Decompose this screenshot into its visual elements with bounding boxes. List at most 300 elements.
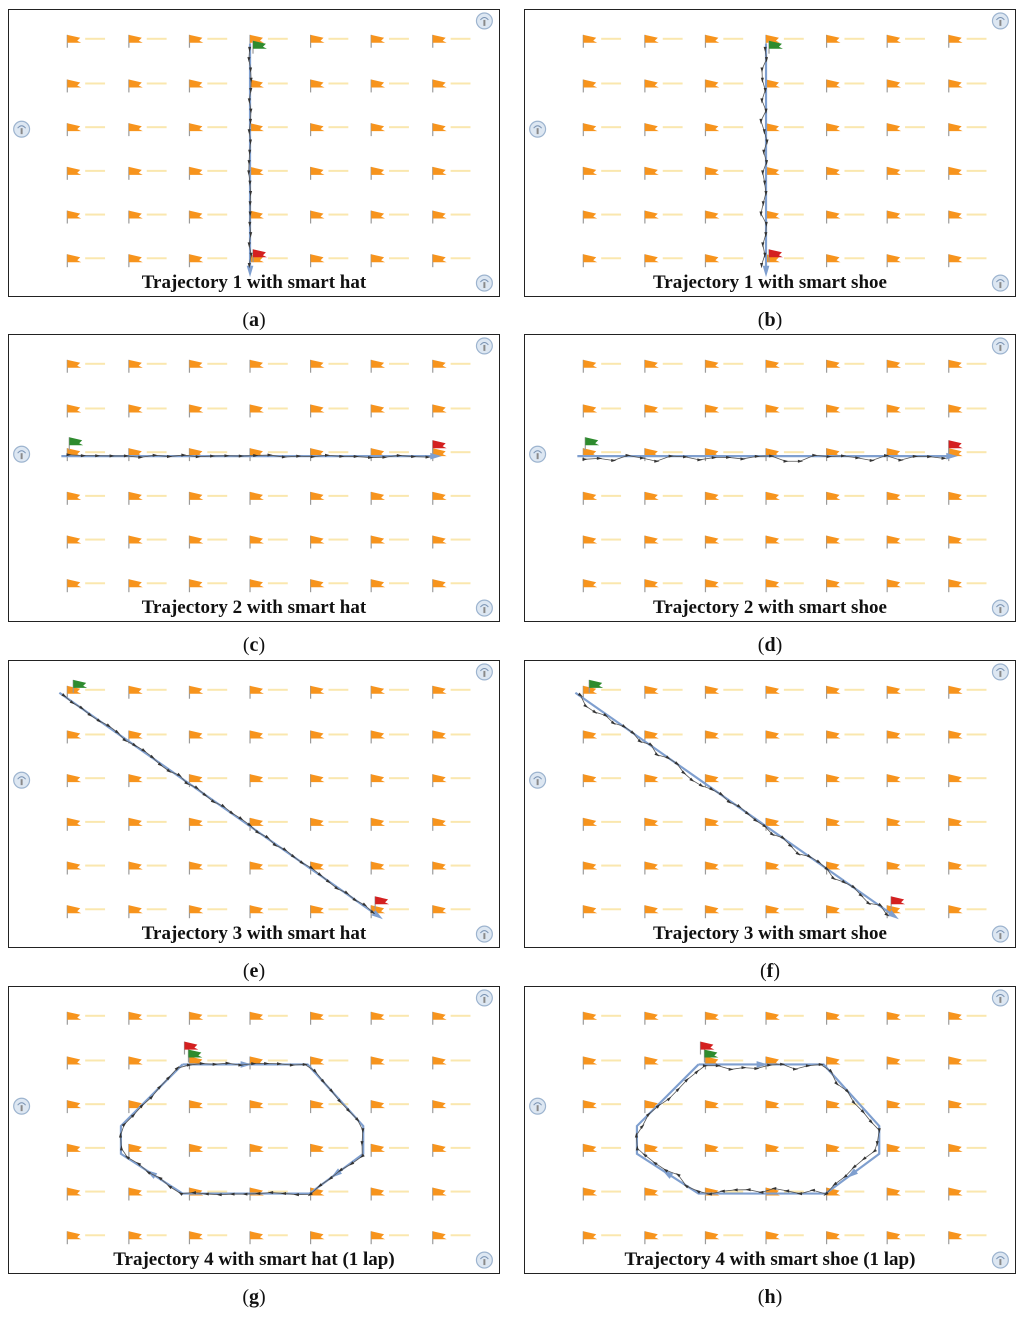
flag-icon	[311, 818, 325, 831]
grid-flag-label-mark	[844, 363, 864, 365]
grid-flag-label-mark	[967, 1015, 987, 1017]
grid-flag-label-mark	[207, 1015, 227, 1017]
grid-flag-label-mark	[451, 82, 471, 84]
grid-flag-label-mark	[723, 1059, 743, 1061]
flag-icon	[887, 123, 901, 136]
beacon-icon	[530, 1098, 546, 1114]
flag-icon	[433, 818, 447, 831]
flag-icon	[583, 123, 597, 136]
flag-icon	[67, 167, 81, 180]
estimated-point-marker	[729, 1068, 734, 1071]
flag-icon	[887, 818, 901, 831]
grid-flag-label-mark	[601, 908, 621, 910]
grid-flag-label-mark	[723, 821, 743, 823]
grid-flag-label-mark	[389, 1147, 409, 1149]
grid-flag-label-mark	[844, 1059, 864, 1061]
grid-flag-label-mark	[85, 733, 105, 735]
beacon-icon	[476, 664, 492, 680]
grid-flag-label-mark	[663, 214, 683, 216]
flag-icon	[705, 492, 719, 505]
start-flag-icon	[69, 437, 83, 450]
grid-flag-label-mark	[85, 1059, 105, 1061]
flag-icon	[250, 862, 264, 875]
flag-icon	[949, 536, 963, 549]
caption-c: Trajectory 2 with smart hat	[141, 597, 367, 618]
flag-icon	[949, 1012, 963, 1025]
flag-icon	[949, 686, 963, 699]
grid-flag-label-mark	[328, 495, 348, 497]
flag-icon	[766, 1057, 780, 1070]
flag-icon	[766, 492, 780, 505]
grid-flag-label-mark	[601, 257, 621, 259]
grid-flag-label-mark	[328, 82, 348, 84]
grid-flag-label-mark	[328, 865, 348, 867]
beacon-icon	[530, 446, 546, 462]
caption-g: Trajectory 4 with smart hat (1 lap)	[113, 1249, 395, 1270]
grid-flag-label-mark	[723, 582, 743, 584]
grid-flag-label-mark	[784, 689, 804, 691]
panel-e	[8, 660, 500, 948]
flag-icon	[189, 80, 203, 93]
grid-flag-label-mark	[328, 451, 348, 453]
grid-flag-label-mark	[268, 170, 288, 172]
flag-icon	[371, 731, 385, 744]
flag-icon	[887, 731, 901, 744]
flag-icon	[371, 211, 385, 224]
flag-icon	[67, 1100, 81, 1113]
flag-icon	[250, 731, 264, 744]
flag-icon	[645, 167, 659, 180]
grid-flag-label-mark	[663, 82, 683, 84]
grid-flag-label-mark	[389, 1103, 409, 1105]
grid-flag-label-mark	[85, 257, 105, 259]
flag-icon	[949, 905, 963, 918]
flag-icon	[129, 1144, 143, 1157]
flag-icon	[705, 862, 719, 875]
flag-icon	[371, 1057, 385, 1070]
flag-icon	[949, 1057, 963, 1070]
grid-flag-label-mark	[601, 1191, 621, 1193]
flag-icon	[433, 1188, 447, 1201]
grid-flag-label-mark	[85, 1103, 105, 1105]
flag-icon	[433, 862, 447, 875]
start-flag-icon	[585, 437, 599, 450]
grid-flag-label-mark	[389, 82, 409, 84]
beacon-icon	[530, 121, 546, 137]
flag-icon	[705, 1231, 719, 1244]
grid-flag-label-mark	[784, 495, 804, 497]
flag-icon	[129, 905, 143, 918]
flag-icon	[827, 492, 841, 505]
flag-icon	[371, 1144, 385, 1157]
flag-icon	[645, 905, 659, 918]
grid-flag-label-mark	[844, 495, 864, 497]
flag-icon	[827, 905, 841, 918]
flag-icon	[129, 35, 143, 48]
beacon-icon	[530, 772, 546, 788]
grid-flag-label-mark	[147, 1147, 167, 1149]
flag-icon	[129, 448, 143, 461]
flag-icon	[129, 1057, 143, 1070]
flag-icon	[433, 211, 447, 224]
grid-flag-label-mark	[784, 451, 804, 453]
flag-icon	[705, 254, 719, 267]
flag-icon	[705, 167, 719, 180]
grid-flag-label-mark	[844, 689, 864, 691]
grid-flag-label-mark	[905, 1191, 925, 1193]
grid-flag-label-mark	[147, 363, 167, 365]
flag-icon	[705, 818, 719, 831]
flag-icon	[433, 1144, 447, 1157]
estimated-point-marker	[745, 1188, 750, 1191]
flag-icon	[766, 167, 780, 180]
estimated-point-marker	[872, 1149, 877, 1153]
flag-icon	[67, 254, 81, 267]
flag-icon	[189, 905, 203, 918]
caption-a: Trajectory 1 with smart hat	[141, 272, 367, 293]
estimated-point-marker	[582, 458, 587, 461]
flag-icon	[827, 774, 841, 787]
beacon-icon	[14, 1098, 30, 1114]
flag-icon	[189, 360, 203, 373]
grid-flag-label-mark	[451, 689, 471, 691]
grid-flag-label-mark	[147, 1191, 167, 1193]
grid-flag-label-mark	[723, 257, 743, 259]
flag-icon	[311, 536, 325, 549]
flag-icon	[129, 80, 143, 93]
grid-flag-label-mark	[147, 257, 167, 259]
grid-flag-label-mark	[451, 407, 471, 409]
flag-icon	[371, 686, 385, 699]
flag-icon	[129, 862, 143, 875]
grid-flag-label-mark	[905, 1147, 925, 1149]
estimated-path	[121, 1063, 363, 1195]
grid-flag-label-mark	[389, 257, 409, 259]
trajectory-plot-d	[525, 335, 1015, 621]
grid-flag-label-mark	[389, 170, 409, 172]
flag-icon	[189, 405, 203, 418]
grid-flag-label-mark	[268, 1059, 288, 1061]
grid-flag-label-mark	[85, 82, 105, 84]
caption-e: Trajectory 3 with smart hat	[141, 923, 367, 944]
flag-icon	[645, 211, 659, 224]
grid-flag-label-mark	[328, 908, 348, 910]
flag-icon	[827, 448, 841, 461]
grid-flag-label-mark	[268, 908, 288, 910]
flag-icon	[645, 579, 659, 592]
grid-flag-label-mark	[723, 451, 743, 453]
flag-icon	[311, 80, 325, 93]
grid-flag-label-mark	[328, 1015, 348, 1017]
flag-icon	[827, 1012, 841, 1025]
grid-flag-label-mark	[207, 908, 227, 910]
grid-flag-label-mark	[389, 495, 409, 497]
flag-icon	[433, 536, 447, 549]
flag-icon	[189, 579, 203, 592]
grid-flag-label-mark	[905, 733, 925, 735]
grid-flag-label-mark	[451, 582, 471, 584]
flag-icon	[67, 405, 81, 418]
flag-icon	[189, 536, 203, 549]
flag-icon	[645, 1188, 659, 1201]
grid-flag-label-mark	[723, 1103, 743, 1105]
flag-icon	[250, 1100, 264, 1113]
flag-icon	[766, 862, 780, 875]
flag-icon	[311, 1188, 325, 1201]
flag-icon	[250, 167, 264, 180]
grid-flag-label-mark	[207, 821, 227, 823]
flag-icon	[949, 579, 963, 592]
flag-icon	[67, 1057, 81, 1070]
grid-flag-label-mark	[601, 1015, 621, 1017]
grid-flag-label-mark	[905, 363, 925, 365]
grid-flag-label-mark	[967, 82, 987, 84]
grid-flag-label-mark	[389, 407, 409, 409]
grid-flag-label-mark	[268, 1103, 288, 1105]
flag-icon	[645, 254, 659, 267]
estimated-point-marker	[597, 457, 602, 460]
grid-flag-label-mark	[268, 821, 288, 823]
grid-flag-label-mark	[85, 1234, 105, 1236]
flag-icon	[887, 1100, 901, 1113]
grid-flag-label-mark	[663, 1191, 683, 1193]
grid-flag-label-mark	[147, 582, 167, 584]
grid-flag-label-mark	[147, 170, 167, 172]
grid-flag-label-mark	[663, 1234, 683, 1236]
grid-flag-label-mark	[905, 495, 925, 497]
flag-icon	[311, 1012, 325, 1025]
beacon-icon	[992, 990, 1008, 1006]
flag-icon	[433, 1100, 447, 1113]
flag-icon	[887, 405, 901, 418]
flag-icon	[766, 1100, 780, 1113]
flag-icon	[250, 211, 264, 224]
trajectory-plot-f	[525, 661, 1015, 947]
grid-flag-label-mark	[451, 126, 471, 128]
flag-icon	[250, 579, 264, 592]
grid-flag-label-mark	[207, 38, 227, 40]
flag-icon	[67, 536, 81, 549]
flag-icon	[705, 448, 719, 461]
grid-flag-label-mark	[967, 821, 987, 823]
grid-flag-label-mark	[451, 451, 471, 453]
grid-flag-label-mark	[784, 582, 804, 584]
flag-icon	[583, 492, 597, 505]
flag-icon	[129, 1188, 143, 1201]
grid-flag-label-mark	[601, 407, 621, 409]
grid-flag-label-mark	[268, 733, 288, 735]
flag-icon	[766, 448, 780, 461]
grid-flag-label-mark	[207, 582, 227, 584]
grid-flag-label-mark	[451, 1015, 471, 1017]
grid-flag-label-mark	[389, 1234, 409, 1236]
grid-flag-label-mark	[844, 1234, 864, 1236]
flag-icon	[583, 579, 597, 592]
flag-icon	[766, 579, 780, 592]
grid-flag-label-mark	[905, 82, 925, 84]
grid-flag-label-mark	[844, 257, 864, 259]
grid-flag-label-mark	[207, 1191, 227, 1193]
grid-flag-label-mark	[85, 363, 105, 365]
estimated-point-marker	[740, 457, 745, 460]
flag-icon	[705, 123, 719, 136]
grid-flag-label-mark	[967, 582, 987, 584]
grid-flag-label-mark	[389, 126, 409, 128]
estimated-point-marker	[831, 876, 836, 880]
grid-flag-label-mark	[663, 1059, 683, 1061]
flag-icon	[827, 35, 841, 48]
grid-flag-label-mark	[268, 689, 288, 691]
flag-icon	[645, 360, 659, 373]
grid-flag-label-mark	[268, 1147, 288, 1149]
grid-flag-label-mark	[85, 407, 105, 409]
beacon-icon	[14, 121, 30, 137]
grid-flag-label-mark	[451, 733, 471, 735]
flag-icon	[129, 360, 143, 373]
flag-icon	[583, 818, 597, 831]
flag-icon	[433, 1012, 447, 1025]
flag-icon	[827, 123, 841, 136]
grid-flag-label-mark	[85, 170, 105, 172]
grid-flag-label-mark	[85, 821, 105, 823]
label-b: (b)	[757, 309, 783, 331]
grid-flag-label-mark	[451, 1103, 471, 1105]
grid-flag-label-mark	[723, 777, 743, 779]
estimated-point-marker	[720, 1190, 725, 1193]
grid-flag-label-mark	[207, 363, 227, 365]
flag-icon	[827, 1057, 841, 1070]
grid-flag-label-mark	[663, 539, 683, 541]
flag-icon	[371, 1231, 385, 1244]
grid-flag-label-mark	[147, 689, 167, 691]
grid-flag-label-mark	[601, 1234, 621, 1236]
flag-icon	[67, 211, 81, 224]
grid-flag-label-mark	[967, 363, 987, 365]
flag-icon	[645, 1231, 659, 1244]
flag-icon	[949, 1100, 963, 1113]
flag-icon	[645, 123, 659, 136]
grid-flag-label-mark	[147, 38, 167, 40]
flag-icon	[67, 1188, 81, 1201]
grid-flag-label-mark	[147, 539, 167, 541]
grid-flag-label-mark	[147, 733, 167, 735]
flag-icon	[250, 1012, 264, 1025]
caption-b: Trajectory 1 with smart shoe	[653, 272, 887, 293]
grid-flag-label-mark	[601, 170, 621, 172]
grid-flag-label-mark	[601, 689, 621, 691]
grid-flag-label-mark	[784, 1103, 804, 1105]
flag-icon	[645, 1012, 659, 1025]
grid-flag-label-mark	[844, 865, 864, 867]
grid-flag-label-mark	[85, 689, 105, 691]
beacon-icon	[992, 13, 1008, 29]
grid-flag-label-mark	[207, 539, 227, 541]
grid-flag-label-mark	[784, 1059, 804, 1061]
trajectory-plot-h	[525, 987, 1015, 1273]
grid-flag-label-mark	[147, 821, 167, 823]
flag-icon	[129, 492, 143, 505]
estimated-point-marker	[784, 460, 789, 463]
flag-icon	[67, 905, 81, 918]
flag-icon	[67, 731, 81, 744]
flag-icon	[705, 405, 719, 418]
grid-flag-label-mark	[905, 126, 925, 128]
flag-icon	[371, 1100, 385, 1113]
grid-flag-label-mark	[451, 1234, 471, 1236]
label-e: (e)	[242, 960, 266, 982]
flag-icon	[887, 862, 901, 875]
flag-icon	[949, 254, 963, 267]
beacon-icon	[476, 13, 492, 29]
panel-b	[524, 9, 1016, 297]
flag-icon	[371, 405, 385, 418]
flag-icon	[887, 360, 901, 373]
flag-icon	[827, 167, 841, 180]
grid-flag-label-mark	[268, 495, 288, 497]
grid-flag-label-mark	[844, 1147, 864, 1149]
flag-icon	[250, 80, 264, 93]
estimated-point-marker	[862, 1156, 867, 1160]
flag-icon	[67, 862, 81, 875]
flag-icon	[433, 579, 447, 592]
grid-flag-label-mark	[85, 495, 105, 497]
flag-icon	[189, 1100, 203, 1113]
grid-flag-label-mark	[723, 214, 743, 216]
flag-icon	[371, 1012, 385, 1025]
flag-icon	[583, 254, 597, 267]
flag-icon	[887, 492, 901, 505]
flag-icon	[250, 123, 264, 136]
flag-icon	[67, 492, 81, 505]
flag-icon	[67, 360, 81, 373]
trajectory-plot-e	[9, 661, 499, 947]
grid-flag-label-mark	[389, 908, 409, 910]
caption-d: Trajectory 2 with smart shoe	[653, 597, 887, 618]
estimated-point-marker	[760, 263, 763, 268]
grid-flag-label-mark	[147, 495, 167, 497]
grid-flag-label-mark	[844, 214, 864, 216]
grid-flag-label-mark	[85, 865, 105, 867]
grid-flag-label-mark	[85, 38, 105, 40]
grid-flag-label-mark	[723, 363, 743, 365]
grid-flag-label-mark	[784, 126, 804, 128]
flag-icon	[250, 1231, 264, 1244]
flag-icon	[887, 254, 901, 267]
flag-icon	[67, 123, 81, 136]
flag-icon	[583, 211, 597, 224]
estimated-point-marker	[761, 242, 764, 247]
grid-flag-label-mark	[207, 1103, 227, 1105]
flag-icon	[250, 492, 264, 505]
grid-flag-label-mark	[207, 214, 227, 216]
grid-flag-label-mark	[207, 126, 227, 128]
grid-flag-label-mark	[601, 539, 621, 541]
flag-icon	[583, 1231, 597, 1244]
grid-flag-label-mark	[268, 38, 288, 40]
estimated-point-marker	[742, 1066, 747, 1069]
flag-icon	[189, 686, 203, 699]
flag-icon	[371, 167, 385, 180]
estimated-point-marker	[793, 1068, 798, 1071]
grid-flag-label-mark	[451, 777, 471, 779]
reference-path	[121, 1064, 363, 1193]
flag-icon	[705, 1057, 719, 1070]
panel-f	[524, 660, 1016, 948]
flag-icon	[949, 818, 963, 831]
grid-flag-label-mark	[967, 38, 987, 40]
flag-icon	[371, 35, 385, 48]
panel-d	[524, 334, 1016, 622]
